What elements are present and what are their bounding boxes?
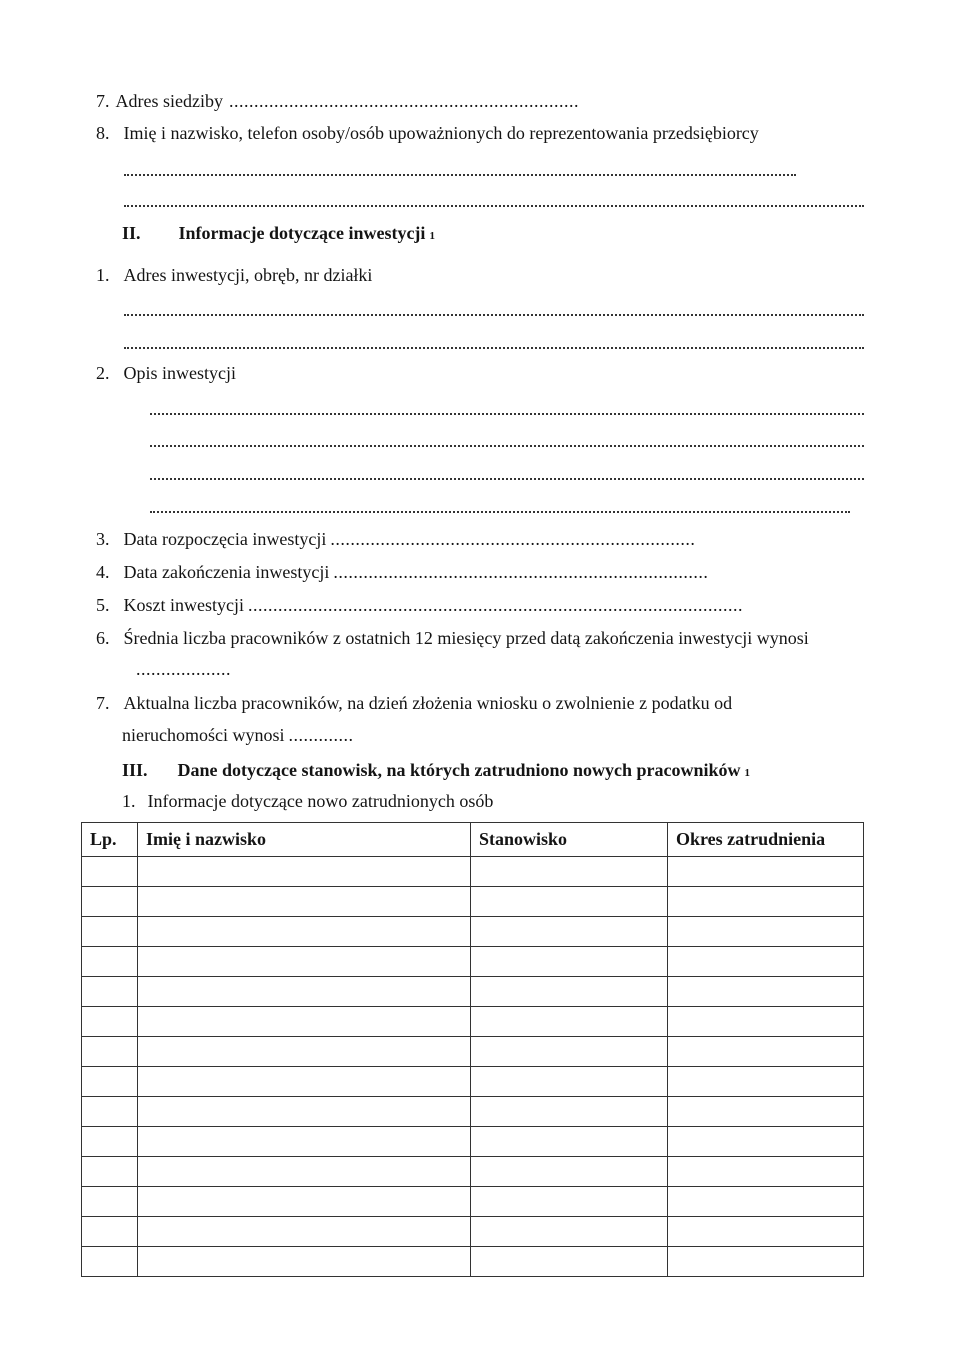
field-opis-inwestycji (96, 362, 236, 384)
table-row (82, 1067, 864, 1097)
table-cell[interactable] (138, 977, 471, 1007)
table-cell[interactable] (82, 1187, 138, 1217)
field-label: Informacje dotyczące nowo zatrudnionych osób (147, 791, 494, 811)
table-cell[interactable] (138, 857, 471, 887)
table-cell[interactable] (668, 947, 864, 977)
table-cell[interactable] (471, 1067, 668, 1097)
item-number: 7. (96, 693, 110, 713)
field-srednia-liczba-pracownikow (96, 627, 809, 649)
fill-in-line[interactable] (124, 347, 864, 349)
table-row (82, 857, 864, 887)
item-number: 5. (96, 595, 110, 615)
table-cell[interactable] (82, 1037, 138, 1067)
footnote-marker: 1 (429, 230, 435, 242)
item-number: 2. (96, 363, 110, 383)
table-cell[interactable] (138, 1247, 471, 1277)
fill-in-dots[interactable]: ............. (288, 725, 354, 745)
table-row (82, 1247, 864, 1277)
table-row (82, 947, 864, 977)
table-cell[interactable] (138, 1097, 471, 1127)
table-cell[interactable] (82, 977, 138, 1007)
table-cell[interactable] (471, 1217, 668, 1247)
field-aktualna-liczba-pracownikow (96, 692, 732, 714)
fill-in-dots[interactable]: ......................................................................... (330, 529, 696, 549)
fill-in-line[interactable] (150, 413, 864, 415)
fill-in-line[interactable] (124, 205, 864, 207)
table-cell[interactable] (138, 1037, 471, 1067)
table-cell[interactable] (138, 1217, 471, 1247)
field-srednia-liczba-value (136, 658, 231, 680)
table-row (82, 887, 864, 917)
section-iii-heading (122, 759, 750, 784)
section-title: Dane dotyczące stanowisk, na których zatrudniono nowych pracowników (177, 760, 741, 780)
field-imie-nazwisko-upowaznionych (96, 122, 759, 144)
table-cell[interactable] (471, 917, 668, 947)
fill-in-dots[interactable]: ................... (136, 659, 231, 679)
table-cell[interactable] (471, 1007, 668, 1037)
table-cell[interactable] (668, 1097, 864, 1127)
table-cell[interactable] (668, 977, 864, 1007)
table-cell[interactable] (82, 947, 138, 977)
item-number: 4. (96, 562, 110, 582)
table-cell[interactable] (138, 1127, 471, 1157)
column-header-okres-zatrudnienia: Okres zatrudnienia (668, 823, 864, 857)
table-cell[interactable] (138, 1187, 471, 1217)
table-row (82, 977, 864, 1007)
table-cell[interactable] (138, 947, 471, 977)
table-cell[interactable] (668, 1157, 864, 1187)
table-cell[interactable] (471, 977, 668, 1007)
field-aktualna-liczba-cont (122, 724, 353, 746)
table-row (82, 1037, 864, 1067)
table-cell[interactable] (471, 1097, 668, 1127)
field-label-continued: nieruchomości wynosi (122, 725, 285, 745)
field-label: Adres siedziby (115, 91, 223, 111)
table-row (82, 1187, 864, 1217)
table-cell[interactable] (668, 917, 864, 947)
section-title: Informacje dotyczące inwestycji (178, 223, 426, 243)
table-cell[interactable] (668, 887, 864, 917)
fill-in-dots[interactable]: ........................................................................... (333, 562, 709, 582)
table-cell[interactable] (471, 1247, 668, 1277)
field-label: Koszt inwestycji (123, 595, 244, 615)
footnote-marker: 1 (744, 767, 751, 779)
fill-in-line[interactable] (124, 314, 864, 316)
section-roman-numeral: II. (122, 223, 141, 243)
table-cell[interactable] (138, 1067, 471, 1097)
fill-in-line[interactable] (150, 445, 864, 447)
table-cell[interactable] (82, 1127, 138, 1157)
field-label: Data zakończenia inwestycji (123, 562, 330, 582)
field-label: Aktualna liczba pracowników, na dzień złożenia wniosku o zwolnienie z podatku od (123, 693, 733, 713)
table-cell[interactable] (138, 1157, 471, 1187)
table-cell[interactable] (82, 1067, 138, 1097)
table-header-row (82, 823, 864, 857)
item-number: 3. (96, 529, 110, 549)
table-row (82, 1127, 864, 1157)
field-data-rozpoczecia (96, 528, 695, 550)
column-header-lp: Lp. (82, 823, 138, 857)
item-number: 8. (96, 123, 110, 143)
table-row (82, 1217, 864, 1247)
table-cell[interactable] (668, 1067, 864, 1097)
item-number: 7. (96, 91, 110, 111)
column-header-stanowisko: Stanowisko (471, 823, 668, 857)
field-koszt-inwestycji (96, 594, 743, 616)
table-row (82, 1007, 864, 1037)
table-cell[interactable] (82, 1247, 138, 1277)
field-label: Średnia liczba pracowników z ostatnich 12 miesięcy przed datą zakończenia inwestycji wynosi (123, 628, 809, 648)
field-label: Adres inwestycji, obręb, nr działki (123, 265, 373, 285)
table-cell[interactable] (668, 857, 864, 887)
fill-in-line[interactable] (124, 174, 796, 176)
table-cell[interactable] (82, 917, 138, 947)
table-cell[interactable] (471, 1127, 668, 1157)
table-cell[interactable] (138, 887, 471, 917)
table-row (82, 1097, 864, 1127)
table-body (82, 857, 864, 1277)
table-cell[interactable] (668, 1247, 864, 1277)
table-cell[interactable] (471, 947, 668, 977)
section-roman-numeral: III. (122, 760, 148, 780)
table-row (82, 1157, 864, 1187)
table-cell[interactable] (668, 1127, 864, 1157)
table-cell[interactable] (471, 887, 668, 917)
table-cell[interactable] (471, 1157, 668, 1187)
field-label: Opis inwestycji (123, 363, 236, 383)
table-cell[interactable] (82, 1007, 138, 1037)
fill-in-dots[interactable]: ................................................................................................... (247, 595, 743, 615)
table-cell[interactable] (138, 1007, 471, 1037)
field-label: Imię i nazwisko, telefon osoby/osób upoważnionych do reprezentowania przedsiębiorcy (123, 123, 759, 143)
field-adres-inwestycji (96, 264, 372, 286)
table-cell[interactable] (471, 1187, 668, 1217)
fill-in-line[interactable] (150, 511, 850, 513)
field-adres-siedziby (96, 90, 579, 112)
table-cell[interactable] (82, 1217, 138, 1247)
table-cell[interactable] (471, 857, 668, 887)
table-cell[interactable] (82, 857, 138, 887)
table-cell[interactable] (668, 1187, 864, 1217)
table-cell[interactable] (82, 1097, 138, 1127)
table-cell[interactable] (668, 1217, 864, 1247)
table-cell[interactable] (82, 1157, 138, 1187)
table-cell[interactable] (82, 887, 138, 917)
table-caption (122, 790, 493, 812)
field-label: Data rozpoczęcia inwestycji (123, 529, 327, 549)
table-cell[interactable] (471, 1037, 668, 1067)
section-ii-heading (122, 222, 435, 247)
fill-in-line[interactable] (150, 478, 864, 480)
table-cell[interactable] (668, 1037, 864, 1067)
table-row (82, 917, 864, 947)
table-cell[interactable] (668, 1007, 864, 1037)
item-number: 1. (122, 791, 136, 811)
table-cell[interactable] (138, 917, 471, 947)
item-number: 6. (96, 628, 110, 648)
new-employees-table (81, 822, 864, 1277)
column-header-imie-nazwisko: Imię i nazwisko (138, 823, 471, 857)
field-data-zakonczenia (96, 561, 708, 583)
item-number: 1. (96, 265, 110, 285)
fill-in-dots[interactable]: ...................................................................... (228, 91, 579, 111)
